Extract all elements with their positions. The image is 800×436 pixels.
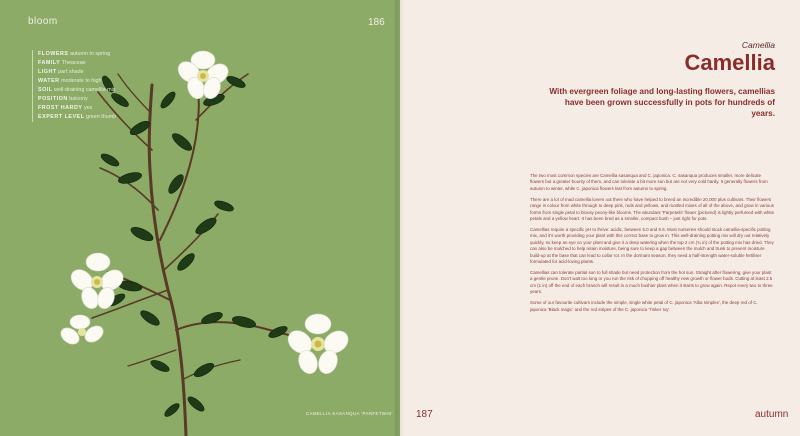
body-paragraph: The two most common species are Camellia sasanqua and C. japonica. C. sasanqua produces smaller, more delicate flowers but a greater bounty of them, and can tolerate a bit more sun but are not very cold hardy. It generally flowers from autumn to winter, while C. japonica flowers last from autumn to spring. — [530, 173, 768, 191]
fact-row: FAMILY Theaceae — [38, 60, 86, 66]
page-number-left: 186 — [368, 17, 385, 28]
lede-paragraph: With evergreen foliage and long-lasting flowers, camellias have been grown successfully in pots for hundreds of years. — [549, 87, 775, 118]
running-head: bloom — [28, 16, 58, 27]
book-gutter — [395, 0, 405, 436]
latin-name: Camellia — [741, 40, 775, 50]
photo-caption: CAMELLIA SASANQUA 'PARFETWHI' — [306, 411, 393, 416]
running-foot: autumn — [755, 409, 789, 420]
fact-row: EXPERT LEVEL green thumb — [38, 114, 117, 120]
body-paragraph: Some of our favourite cultivars include the simple, single white petal of C. japonica 'Alba simplex', the deep red of C. japonica 'Black magic' and the red stripes of the C. japonica 'Tinker toy'. — [530, 300, 758, 312]
camellia-flower-right — [284, 314, 353, 376]
body-paragraph: Camellias require a specific pH to thrive: acidic, between 5.0 and 6.5. Most nurseries should stock camellia-specific potting mix, and it's worth providing your plant with this correct base to grow in. This well-draining potting mix will dry out relatively quickly, so keep an eye on your plant and give it a deep watering when the top 2 cm (¾ in) of the potting mix has dried. They can also be mulched to help retain moisture, being sure to keep a gap between the mulch and trunk to prevent moisture build-up at the base that can lead to collar rot. In the dormant season, they need a half-strength water-soluble fertiliser formulated for acid-loving plants. — [530, 227, 774, 265]
fact-row: POSITION balcony — [38, 96, 88, 102]
fact-row: WATER moderate to high — [38, 78, 102, 84]
page-title: Camellia — [684, 50, 775, 75]
body-paragraph: Camellias can tolerate partial sun to full shade but need protection from the hot sun. Straight after flowering, give your plant a gentle prune. Don't wait too long or you run the risk of chopping off healthy new growth or flower buds. Cutting at least 2.5 cm (1 in) off the end of each branch will result in a much bushier plant when it starts to grow again. Repot every two to three years. — [530, 270, 773, 295]
plant-facts — [32, 50, 116, 122]
page-number-right: 187 — [416, 409, 433, 420]
fact-row: FROST HARDY yes — [38, 105, 93, 111]
body-paragraph: There are a lot of mad camellia lovers out there who have helped to breed an incredible 20,000 plus cultivars. Their flowers range in colour from white through to deep pink, reds and yellows, and mottled mixes of all of the above, and grow in various forms from single petal to blousy peony-like blooms. The abundant 'Parpetwhi' flower (pictured) is lightly perfumed with white petals and a yellow heart. It has been bred as a smaller, compact bush – just right for pots. — [530, 196, 775, 222]
right-page — [400, 0, 800, 436]
fact-row: FLOWERS autumn to spring — [38, 51, 111, 57]
fact-row: LIGHT part shade — [38, 69, 84, 75]
body-text — [530, 173, 775, 318]
fact-row: SOIL well-draining camellia mix — [38, 87, 116, 93]
